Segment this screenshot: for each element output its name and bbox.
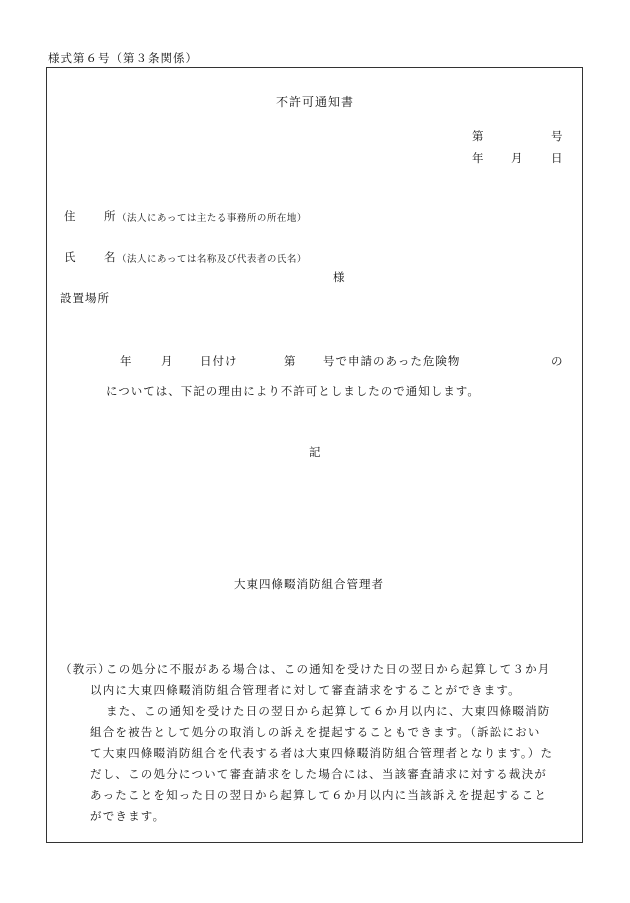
notice-line-2: 以内に大東四條畷消防組合管理者に対して審査請求をすることができます。	[90, 683, 521, 697]
body-month: 月	[161, 354, 174, 368]
form-number-label: 様式第６号（第３条関係）	[48, 51, 198, 65]
notice-label: （教示）	[60, 662, 111, 676]
name-label-a: 氏	[64, 250, 77, 264]
address-label-a: 住	[64, 209, 77, 223]
notice-line-3: また、この通知を受けた日の翌日から起算して６か月以内に、大東四條畷消防	[106, 704, 551, 718]
notice-line-7: あったことを知った日の翌日から起算して６か月以内に当該訴えを提起すること	[90, 788, 548, 802]
number-dai: 第	[472, 129, 485, 143]
notice-line-4: 組合を被告として処分の取消しの訴えを提起することもできます。（訴訟におい	[90, 725, 541, 739]
body-line-2: については、下記の理由により不許可としましたので通知します。	[106, 384, 480, 398]
notice-line-8: ができます。	[90, 809, 166, 823]
name-note: （法人にあっては名称及び代表者の氏名）	[117, 254, 307, 265]
body-day-suffix: 日付け	[200, 354, 238, 368]
date-month: 月	[511, 151, 524, 165]
date-year: 年	[472, 151, 485, 165]
body-rest: 号で申請のあった危険物	[323, 354, 461, 368]
address-note: （法人にあっては主たる事務所の所在地）	[117, 213, 307, 224]
body-year: 年	[120, 354, 133, 368]
date-day: 日	[551, 151, 564, 165]
notice-line-6: だし、この処分について審査請求をした場合には、当該審査請求に対する裁決が	[90, 767, 547, 781]
name-label-b: 名	[104, 250, 117, 264]
ki-heading: 記	[309, 445, 322, 459]
install-location-label: 設置場所	[60, 291, 110, 305]
body-dai: 第	[284, 354, 297, 368]
address-label-b: 所	[104, 209, 117, 223]
body-no: の	[551, 354, 564, 368]
document-title: 不許可通知書	[275, 95, 354, 109]
issuer: 大東四條畷消防組合管理者	[234, 577, 384, 591]
honorific-sama: 様	[333, 270, 346, 284]
number-go: 号	[551, 129, 564, 143]
notice-line-1: この処分に不服がある場合は、この通知を受けた日の翌日から起算して３か月	[106, 662, 551, 676]
notice-line-5: て大東四條畷消防組合を代表する者は大東四條畷消防組合管理者となります。）た	[90, 746, 554, 760]
